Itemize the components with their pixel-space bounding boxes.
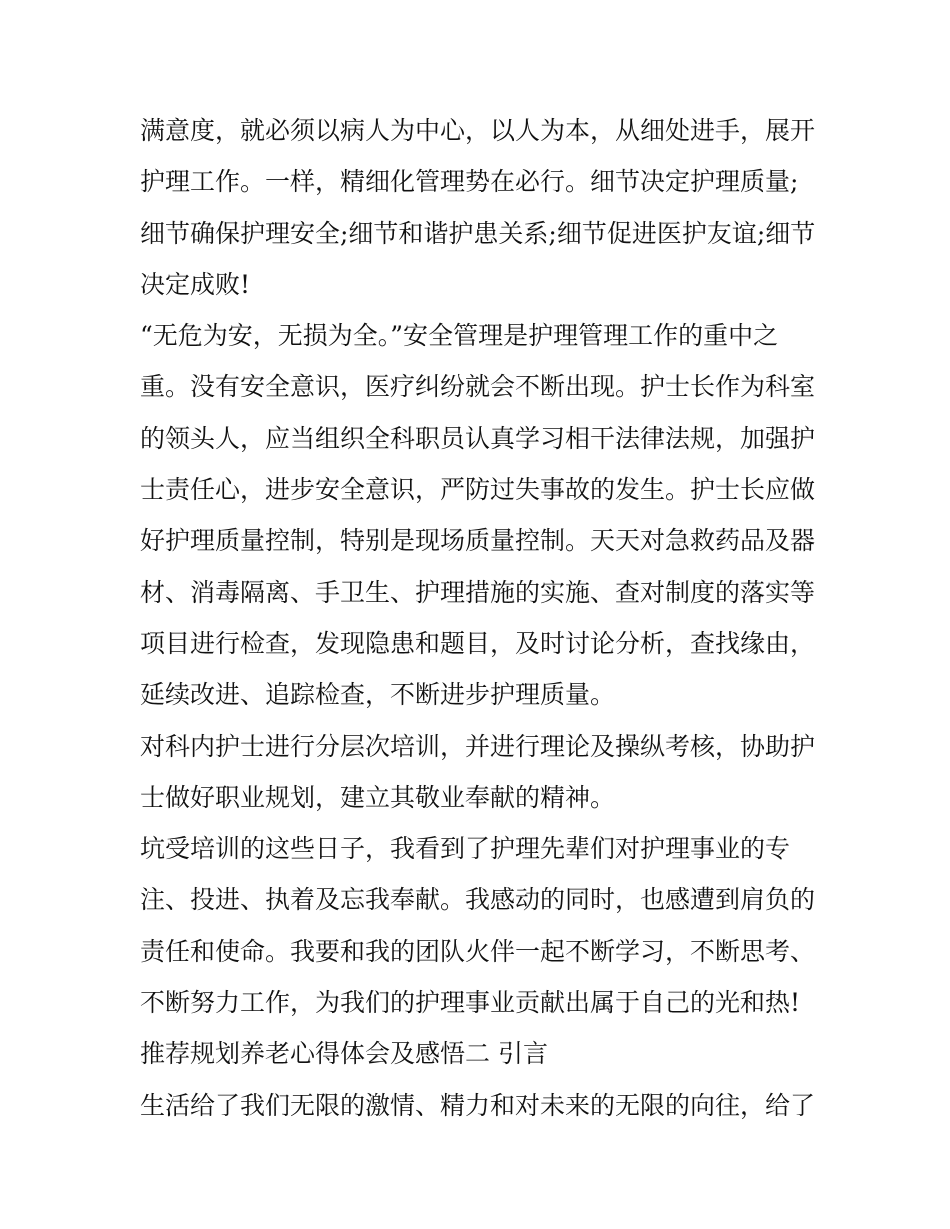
text-line: 士做好职业规划，建立其敬业奉献的精神。 (140, 782, 616, 812)
text-line: 的领头人，应当组织全科职员认真学习相干法律法规，加强护 (140, 423, 816, 453)
section-heading: 推荐规划养老心得体会及感悟二 引言 (140, 1039, 548, 1069)
text-line: 注、投进、执着及忘我奉献。我感动的同时，也感遭到肩负的 (140, 885, 816, 915)
text-line: 坑受培训的这些日子，我看到了护理先辈们对护理事业的专 (140, 834, 791, 864)
text-line: 生活给了我们无限的激情、精力和对未来的无限的向往，给了 (140, 1090, 816, 1120)
text-line: “无危为安，无损为全。”安全管理是护理管理工作的重中之 (140, 321, 779, 351)
text-line: 责任和使命。我要和我的团队火伴一起不断学习，不断思考、 (140, 936, 816, 966)
text-line: 不断努力工作，为我们的护理事业贡献出属于自己的光和热! (140, 988, 801, 1018)
text-line: 延续改进、追踪检查，不断进步护理质量。 (140, 680, 616, 710)
text-line: 项目进行检查，发现隐患和题目，及时讨论分析，查找缘由， (140, 628, 816, 658)
text-line: 重。没有安全意识，医疗纠纷就会不断出现。护士长作为科室 (140, 372, 816, 402)
text-line: 对科内护士进行分层次培训，并进行理论及操纵考核，协助护 (140, 731, 816, 761)
text-line: 好护理质量控制，特别是现场质量控制。天天对急救药品及器 (140, 526, 816, 556)
text-line: 士责任心，进步安全意识，严防过失事故的发生。护士长应做 (140, 475, 816, 505)
text-line: 细节确保护理安全;细节和谐护患关系;细节促进医护友谊;细节 (140, 218, 816, 248)
text-line: 决定成败! (140, 269, 251, 299)
document-body (140, 105, 820, 1131)
text-line: 材、消毒隔离、手卫生、护理措施的实施、查对制度的落实等 (140, 577, 816, 607)
text-line: 护理工作。一样，精细化管理势在必行。细节决定护理质量; (140, 167, 799, 197)
text-line: 满意度，就必须以病人为中心，以人为本，从细处进手，展开 (140, 116, 816, 145)
